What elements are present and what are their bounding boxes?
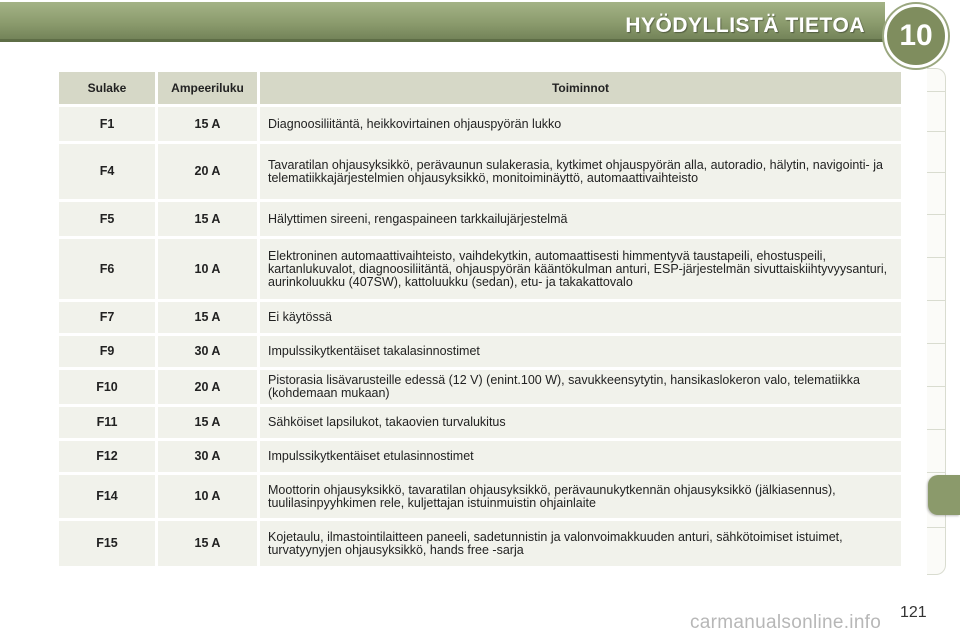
tab-divider (927, 527, 945, 528)
fuse-functions: Kojetaulu, ilmastointilaitteen paneeli, sadetunnistin ja valonvoimakkuuden anturi, sähkötoimiset istuimet, turvatyynyjen ohjausyksikkö, hands free -sarja (260, 521, 901, 566)
table-row (59, 107, 901, 141)
fuse-id: F7 (59, 302, 155, 333)
fuse-amperage: 15 A (158, 202, 257, 236)
active-chapter-tab[interactable] (928, 475, 960, 515)
table-row (59, 144, 901, 199)
page-number: 121 (900, 604, 927, 621)
fuse-amperage: 15 A (158, 107, 257, 141)
tab-divider (927, 214, 945, 215)
fuse-id: F4 (59, 144, 155, 199)
fuse-table (56, 69, 904, 569)
fuse-amperage: 15 A (158, 302, 257, 333)
fuse-functions: Moottorin ohjausyksikkö, tavaratilan ohjausyksikkö, perävaunukytkennän ohjausyksikkö (jälkiasennus), tuulilasinpyyhkimen rele, kuljettajan istuinmuistin ohjainlaite (260, 475, 901, 518)
chapter-number: 10 (899, 19, 933, 52)
fuse-functions: Tavaratilan ohjausyksikkö, perävaunun sulakerasia, kytkimet ohjauspyörän alla, autoradio, hälytin, navigointi- ja telematiikkajärjestelmien ohjausyksikkö, monitoiminäyttö, automaattivaihteisto (260, 144, 901, 199)
table-row (59, 475, 901, 518)
chapter-title: HYÖDYLLISTÄ TIETOA (625, 14, 865, 37)
tab-divider (927, 386, 945, 387)
table-header-row (59, 72, 901, 104)
tab-divider (927, 300, 945, 301)
table-row (59, 336, 901, 367)
fuse-id: F10 (59, 370, 155, 404)
fuse-functions: Ei käytössä (260, 302, 901, 333)
tab-divider (927, 343, 945, 344)
table-row (59, 370, 901, 404)
tab-divider (927, 91, 945, 92)
fuse-id: F15 (59, 521, 155, 566)
fuse-amperage: 10 A (158, 475, 257, 518)
fuse-functions: Diagnoosiliitäntä, heikkovirtainen ohjauspyörän lukko (260, 107, 901, 141)
fuse-functions: Impulssikytkentäiset takalasinnostimet (260, 336, 901, 367)
fuse-functions: Sähköiset lapsilukot, takaovien turvalukitus (260, 407, 901, 438)
column-header-amperage: Ampeeriluku (158, 72, 257, 104)
fuse-amperage: 15 A (158, 407, 257, 438)
fuse-amperage: 10 A (158, 239, 257, 299)
fuse-amperage: 15 A (158, 521, 257, 566)
fuse-functions: Hälyttimen sireeni, rengaspaineen tarkkailujärjestelmä (260, 202, 901, 236)
fuse-id: F11 (59, 407, 155, 438)
fuse-id: F1 (59, 107, 155, 141)
tab-divider (927, 429, 945, 430)
page-header (0, 0, 960, 62)
fuse-id: F12 (59, 441, 155, 472)
column-header-fuse: Sulake (59, 72, 155, 104)
fuse-amperage: 30 A (158, 441, 257, 472)
fuse-id: F9 (59, 336, 155, 367)
tab-divider (927, 472, 945, 473)
table-row (59, 521, 901, 566)
table-row (59, 239, 901, 299)
table-row (59, 302, 901, 333)
table-row (59, 407, 901, 438)
tab-divider (927, 257, 945, 258)
table-row (59, 441, 901, 472)
chapter-badge (884, 4, 948, 68)
fuse-functions: Elektroninen automaattivaihteisto, vaihdekytkin, automaattisesti himmentyvä taustapeili, ehostuspeili, kartanlukuvalot, diagnoosiliitäntä, ohjauspyörän kääntökulman anturi, ESP-järjestelmän sivuttaiskiihtyvyysanturi, aurinkoluukku (407SW), kattoluukku (sedan), etu- ja takakattovalo (260, 239, 901, 299)
tab-divider (927, 172, 945, 173)
fuse-id: F5 (59, 202, 155, 236)
watermark: carmanualsonline.info (690, 612, 882, 633)
fuse-amperage: 20 A (158, 144, 257, 199)
table-row (59, 202, 901, 236)
fuse-id: F6 (59, 239, 155, 299)
fuse-id: F14 (59, 475, 155, 518)
tab-divider (927, 131, 945, 132)
column-header-functions: Toiminnot (260, 72, 901, 104)
fuse-functions: Impulssikytkentäiset etulasinnostimet (260, 441, 901, 472)
fuse-functions: Pistorasia lisävarusteille edessä (12 V) (enint.100 W), savukkeensytytin, hansikaslokeron valo, telematiikka (kohdemaan mukaan) (260, 370, 901, 404)
fuse-amperage: 20 A (158, 370, 257, 404)
fuse-amperage: 30 A (158, 336, 257, 367)
